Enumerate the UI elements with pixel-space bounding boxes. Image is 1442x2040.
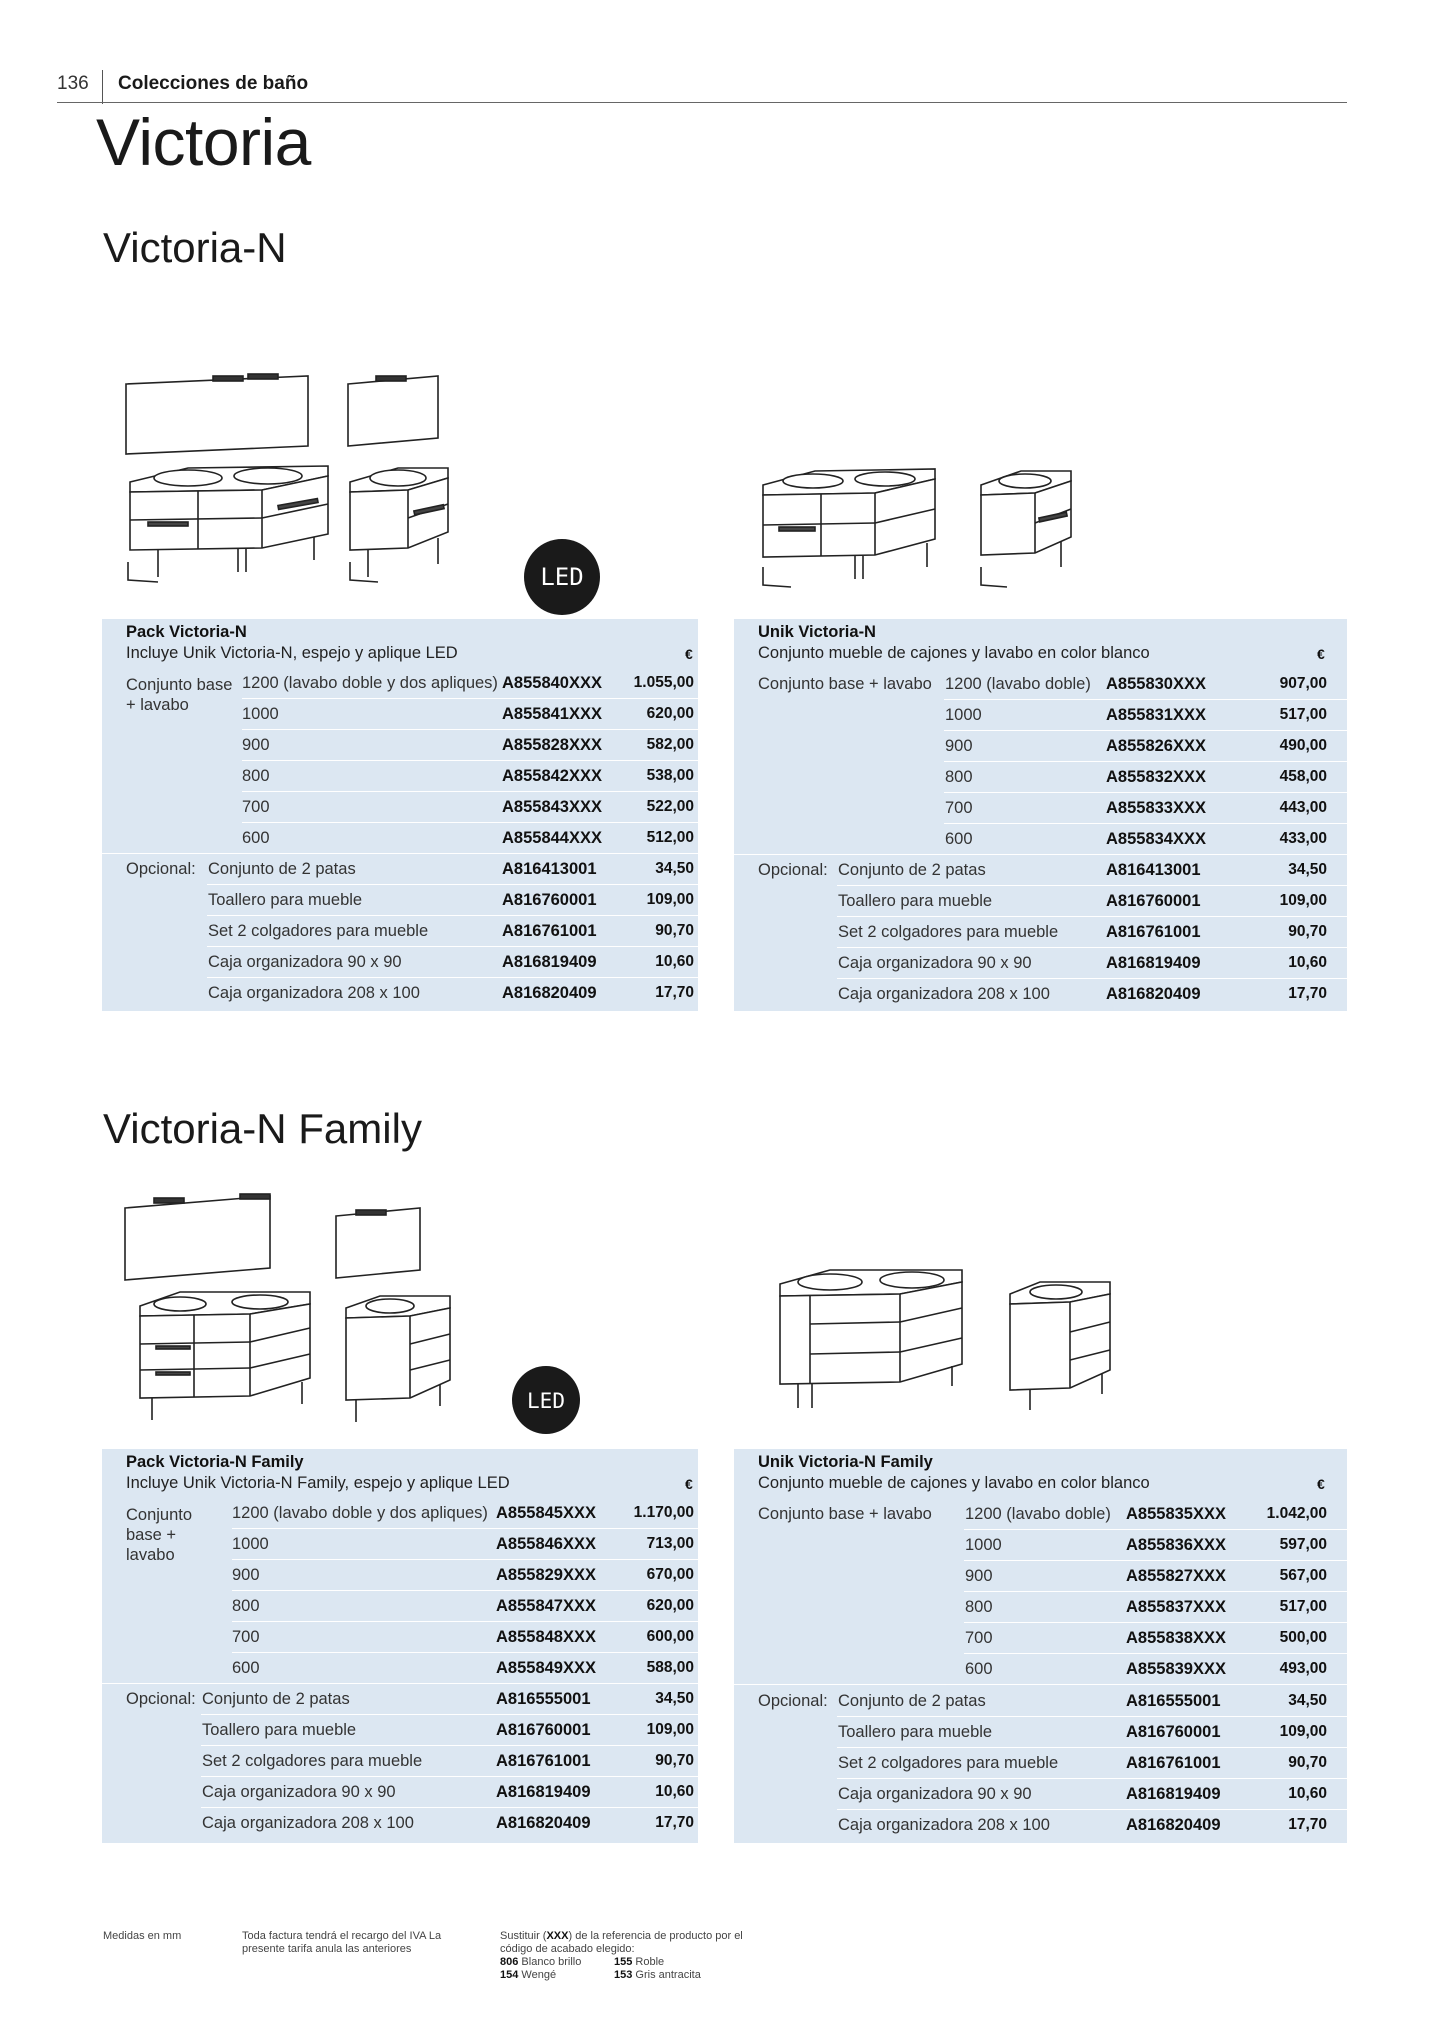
table-row [734, 793, 1347, 824]
table-row [734, 731, 1347, 762]
row-code: A816413001 [1106, 861, 1201, 879]
row-price: 588,00 [646, 1659, 694, 1676]
row-desc: Caja organizadora 208 x 100 [208, 984, 420, 1002]
row-desc: Caja organizadora 208 x 100 [838, 985, 1050, 1003]
row-code: A816820409 [496, 1814, 591, 1832]
row-desc: Caja organizadora 90 x 90 [208, 953, 402, 971]
row-desc: Conjunto de 2 patas [838, 861, 986, 879]
row-code: A816819409 [1106, 954, 1201, 972]
row-code: A855849XXX [496, 1659, 596, 1677]
base-label: Conjunto base + lavabo [126, 1506, 193, 1564]
row-price: 90,70 [1288, 923, 1327, 940]
row-price: 600,00 [646, 1628, 694, 1645]
footer-measures: Medidas en mm [103, 1930, 182, 1942]
row-price: 582,00 [646, 736, 694, 753]
row-code: A816760001 [1106, 892, 1201, 910]
row-price: 567,00 [1279, 1567, 1327, 1584]
table-row [734, 1561, 1347, 1592]
pack-victoria-n-family-panel [102, 1449, 698, 1843]
row-price: 538,00 [646, 767, 694, 784]
row-desc: 600 [242, 829, 270, 847]
row-desc: Caja organizadora 90 x 90 [838, 954, 1032, 972]
row-price: 512,00 [646, 829, 694, 846]
finish-item: 153 Gris antracita [614, 1969, 701, 1981]
table-row [734, 1748, 1347, 1779]
row-desc: 800 [242, 767, 270, 785]
row-code: A816819409 [502, 953, 597, 971]
base-label: Conjunto base + lavabo [758, 1505, 932, 1523]
panel-title: Pack Victoria-N Family [126, 1453, 304, 1471]
table-row [102, 1777, 698, 1808]
row-price: 670,00 [646, 1566, 694, 1583]
row-desc: Set 2 colgadores para mueble [202, 1752, 423, 1770]
table-row [734, 855, 1347, 886]
finish-item: 154 Wengé [500, 1969, 557, 1981]
table-row [102, 854, 698, 885]
row-price: 620,00 [646, 1597, 694, 1614]
row-code: A816761001 [1106, 923, 1201, 941]
footer-finish-line1: Sustituir (XXX) de la referencia de producto por el [500, 1930, 743, 1942]
table-row [734, 948, 1347, 979]
row-desc: 600 [965, 1660, 993, 1678]
row-price: 109,00 [646, 891, 694, 908]
row-code: A855836XXX [1126, 1536, 1226, 1554]
row-desc: 1200 (lavabo doble) [965, 1505, 1111, 1523]
row-code: A855830XXX [1106, 675, 1206, 693]
row-price: 34,50 [655, 1690, 694, 1707]
row-desc: 900 [945, 737, 973, 755]
row-desc: 800 [945, 768, 973, 786]
row-price: 109,00 [646, 1721, 694, 1738]
row-code: A855839XXX [1126, 1660, 1226, 1678]
row-desc: 1000 [965, 1536, 1002, 1554]
finish-list [500, 1956, 800, 1982]
row-price: 109,00 [1279, 1723, 1327, 1740]
panel-description: Incluye Unik Victoria-N, espejo y aplique LED [126, 644, 458, 662]
panel-title: Pack Victoria-N [126, 623, 247, 641]
row-desc: Conjunto de 2 patas [208, 860, 356, 878]
header-divider [102, 70, 103, 104]
optional-label: Opcional: [126, 860, 196, 878]
table-row [102, 885, 698, 916]
row-code: A816761001 [496, 1752, 591, 1770]
footer-finish-note [500, 1930, 800, 1982]
finish-item: 155 Roble [614, 1956, 665, 1968]
row-price: 620,00 [646, 705, 694, 722]
row-desc: 600 [232, 1659, 260, 1677]
led-badge [522, 537, 602, 617]
row-desc: 1200 (lavabo doble y dos apliques) [232, 1504, 488, 1522]
row-code: A816819409 [496, 1783, 591, 1801]
table-row [734, 1717, 1347, 1748]
table-row [102, 1498, 698, 1529]
optional-label: Opcional: [758, 861, 828, 879]
section-heading-victoria-n-family: Victoria-N Family [103, 1105, 422, 1152]
row-desc: 900 [965, 1567, 993, 1585]
row-desc: 700 [965, 1629, 993, 1647]
row-desc: Conjunto de 2 patas [202, 1690, 350, 1708]
row-price: 907,00 [1279, 675, 1327, 692]
table-row [102, 668, 698, 699]
row-code: A816555001 [496, 1690, 591, 1708]
row-code: A855847XXX [496, 1597, 596, 1615]
row-code: A855835XXX [1126, 1505, 1226, 1523]
table-row [102, 1808, 698, 1839]
row-desc: Caja organizadora 90 x 90 [838, 1785, 1032, 1803]
table-row [734, 1592, 1347, 1623]
row-desc: 700 [945, 799, 973, 817]
page-header [57, 70, 1347, 104]
row-code: A816820409 [502, 984, 597, 1002]
table-row [734, 1623, 1347, 1654]
table-row [102, 1684, 698, 1715]
pack-victoria-n-panel [102, 619, 698, 1011]
row-price: 1.170,00 [633, 1504, 694, 1521]
panel-title: Unik Victoria-N Family [758, 1453, 933, 1471]
row-desc: 1000 [232, 1535, 269, 1553]
table-row [734, 824, 1347, 855]
row-price: 10,60 [1288, 1785, 1327, 1802]
row-code: A855843XXX [502, 798, 602, 816]
panel-title: Unik Victoria-N [758, 623, 876, 641]
table-row [102, 1622, 698, 1653]
table-row [102, 823, 698, 854]
row-code: A855838XXX [1126, 1629, 1226, 1647]
row-code: A855826XXX [1106, 737, 1206, 755]
row-desc: Toallero para mueble [838, 1723, 993, 1741]
row-price: 10,60 [1288, 954, 1327, 971]
row-price: 90,70 [655, 922, 694, 939]
row-price: 517,00 [1279, 1598, 1327, 1615]
table-row [102, 1715, 698, 1746]
table-row [734, 1686, 1347, 1717]
row-code: A855828XXX [502, 736, 602, 754]
table-row [102, 978, 698, 1009]
header-rule [57, 102, 1347, 103]
pack-victoria-n-family-illustration [120, 1188, 520, 1428]
row-desc: 1200 (lavabo doble y dos apliques) [242, 674, 498, 692]
table-row [102, 1653, 698, 1684]
panel-description: Conjunto mueble de cajones y lavabo en color blanco [758, 1474, 1150, 1492]
table-row [102, 1746, 698, 1777]
currency-symbol: € [685, 646, 693, 662]
footer-iva-line1: Toda factura tendrá el recargo del IVA La [242, 1930, 442, 1942]
row-code: A855829XXX [496, 1566, 596, 1584]
row-code: A855834XXX [1106, 830, 1206, 848]
row-price: 517,00 [1279, 706, 1327, 723]
optional-label: Opcional: [758, 1692, 828, 1710]
row-desc: Set 2 colgadores para mueble [838, 923, 1059, 941]
base-label: Conjunto base + lavabo [126, 676, 233, 714]
table-row [734, 1654, 1347, 1685]
row-price: 490,00 [1279, 737, 1327, 754]
row-desc: 1000 [242, 705, 279, 723]
row-desc: Caja organizadora 208 x 100 [838, 1816, 1050, 1834]
table-row [102, 730, 698, 761]
table-row [102, 1529, 698, 1560]
unik-victoria-n-illustration [755, 455, 1135, 595]
table-row [734, 886, 1347, 917]
table-row [734, 669, 1347, 700]
unik-victoria-n-family-illustration [770, 1258, 1170, 1428]
row-desc: 900 [232, 1566, 260, 1584]
table-row [734, 917, 1347, 948]
row-code: A855840XXX [502, 674, 602, 692]
row-desc: 800 [232, 1597, 260, 1615]
row-price: 433,00 [1279, 830, 1327, 847]
row-price: 90,70 [655, 1752, 694, 1769]
row-desc: Toallero para mueble [208, 891, 363, 909]
row-code: A816761001 [1126, 1754, 1221, 1772]
panel-description: Conjunto mueble de cajones y lavabo en color blanco [758, 644, 1150, 662]
row-price: 34,50 [1288, 1692, 1327, 1709]
row-price: 17,70 [1288, 1816, 1327, 1833]
row-desc: Set 2 colgadores para mueble [838, 1754, 1059, 1772]
base-label: Conjunto base + lavabo [758, 675, 932, 693]
row-desc: Caja organizadora 208 x 100 [202, 1814, 414, 1832]
table-row [102, 792, 698, 823]
led-badge [511, 1365, 581, 1435]
footer-finish-line2: código de acabado elegido: [500, 1943, 635, 1955]
row-price: 493,00 [1279, 1660, 1327, 1677]
row-price: 17,70 [655, 984, 694, 1001]
row-code: A816820409 [1126, 1816, 1221, 1834]
row-code: A816819409 [1126, 1785, 1221, 1803]
table-row [734, 1810, 1347, 1841]
table-row [734, 762, 1347, 793]
row-price: 34,50 [655, 860, 694, 877]
row-price: 17,70 [1288, 985, 1327, 1002]
currency-symbol: € [1317, 646, 1325, 662]
led-label: LED [540, 563, 584, 591]
section-label: Colecciones de baño [118, 73, 309, 94]
row-code: A816760001 [496, 1721, 591, 1739]
row-price: 1.042,00 [1266, 1505, 1327, 1522]
row-desc: 700 [232, 1628, 260, 1646]
row-code: A855848XXX [496, 1628, 596, 1646]
row-code: A855841XXX [502, 705, 602, 723]
row-code: A855844XXX [502, 829, 602, 847]
row-price: 10,60 [655, 953, 694, 970]
table-row [102, 761, 698, 792]
table-row [102, 699, 698, 730]
table-row [734, 1530, 1347, 1561]
row-code: A855832XXX [1106, 768, 1206, 786]
row-code: A816760001 [1126, 1723, 1221, 1741]
table-row [734, 1499, 1347, 1530]
unik-victoria-n-panel [734, 619, 1347, 1011]
row-desc: 900 [242, 736, 270, 754]
row-price: 109,00 [1279, 892, 1327, 909]
table-row [102, 916, 698, 947]
table-row [102, 1560, 698, 1591]
footer-iva-note [242, 1930, 441, 1956]
row-code: A855831XXX [1106, 706, 1206, 724]
row-price: 1.055,00 [633, 674, 694, 691]
row-price: 713,00 [646, 1535, 694, 1552]
section-heading-victoria-n: Victoria-N [103, 224, 287, 271]
row-desc: Caja organizadora 90 x 90 [202, 1783, 396, 1801]
row-code: A855842XXX [502, 767, 602, 785]
row-desc: 800 [965, 1598, 993, 1616]
unik-victoria-n-family-panel [734, 1449, 1347, 1843]
row-desc: 1200 (lavabo doble) [945, 675, 1091, 693]
table-row [102, 947, 698, 978]
row-code: A855833XXX [1106, 799, 1206, 817]
row-price: 458,00 [1279, 768, 1327, 785]
footer-iva-line2: presente tarifa anula las anteriores [242, 1943, 412, 1955]
row-desc: Conjunto de 2 patas [838, 1692, 986, 1710]
optional-label: Opcional: [126, 1690, 196, 1708]
row-code: A855827XXX [1126, 1567, 1226, 1585]
table-row [734, 979, 1347, 1010]
table-row [734, 700, 1347, 731]
page-number: 136 [57, 73, 89, 94]
row-price: 34,50 [1288, 861, 1327, 878]
row-desc: 1000 [945, 706, 982, 724]
row-price: 10,60 [655, 1783, 694, 1800]
row-desc: Toallero para mueble [202, 1721, 357, 1739]
panel-description: Incluye Unik Victoria-N Family, espejo y aplique LED [126, 1474, 510, 1492]
row-desc: 600 [945, 830, 973, 848]
table-row [102, 1591, 698, 1622]
row-price: 90,70 [1288, 1754, 1327, 1771]
row-code: A855846XXX [496, 1535, 596, 1553]
row-price: 17,70 [655, 1814, 694, 1831]
row-code: A816761001 [502, 922, 597, 940]
row-price: 522,00 [646, 798, 694, 815]
row-price: 443,00 [1279, 799, 1327, 816]
currency-symbol: € [685, 1476, 693, 1492]
row-code: A816555001 [1126, 1692, 1221, 1710]
row-code: A816760001 [502, 891, 597, 909]
row-code: A816413001 [502, 860, 597, 878]
row-price: 597,00 [1279, 1536, 1327, 1553]
finish-item: 806 Blanco brillo [500, 1956, 582, 1968]
row-desc: 700 [242, 798, 270, 816]
led-label: LED [527, 1389, 565, 1413]
page-title: Victoria [96, 105, 311, 179]
row-code: A816820409 [1106, 985, 1201, 1003]
table-row [734, 1779, 1347, 1810]
row-code: A855837XXX [1126, 1598, 1226, 1616]
row-price: 500,00 [1279, 1629, 1327, 1646]
row-code: A855845XXX [496, 1504, 596, 1522]
currency-symbol: € [1317, 1476, 1325, 1492]
row-desc: Toallero para mueble [838, 892, 993, 910]
row-desc: Set 2 colgadores para mueble [208, 922, 429, 940]
